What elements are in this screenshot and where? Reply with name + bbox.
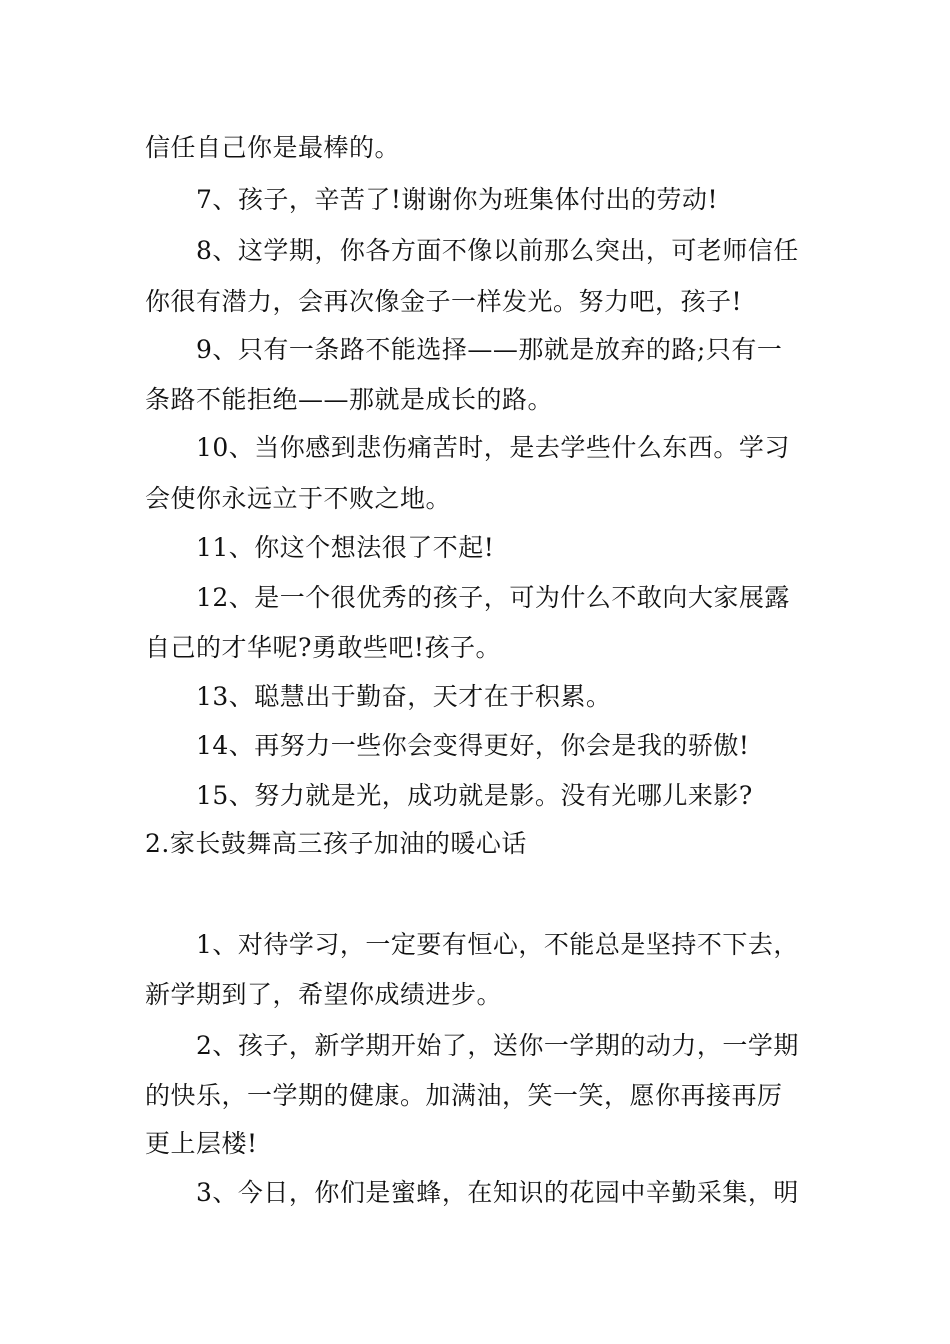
list-item: 9、只有一条路不能选择——那就是放弃的路;只有一: [196, 335, 783, 364]
list-item: 8、这学期，你各方面不像以前那么突出，可老师信任: [196, 236, 799, 265]
text-line: 新学期到了，希望你成绩进步。: [145, 980, 503, 1009]
text-line: 你很有潜力，会再次像金子一样发光。努力吧，孩子!: [145, 287, 743, 316]
list-item: 13、聪慧出于勤奋，天才在于积累。: [196, 682, 612, 711]
list-item: 11、你这个想法很了不起!: [196, 533, 495, 562]
section-heading: 2.家长鼓舞高三孩子加油的暖心话: [145, 829, 527, 858]
list-item: 3、今日，你们是蜜蜂，在知识的花园中辛勤采集，明: [196, 1178, 799, 1207]
list-item: 2、孩子，新学期开始了，送你一学期的动力，一学期: [196, 1031, 799, 1060]
text-line: 条路不能拒绝——那就是成长的路。: [145, 385, 554, 414]
list-item: 1、对待学习，一定要有恒心，不能总是坚持不下去，: [196, 930, 799, 959]
list-item: 14、再努力一些你会变得更好，你会是我的骄傲!: [196, 731, 750, 760]
text-line: 信任自己你是最棒的。: [145, 133, 401, 162]
text-line: 更上层楼!: [145, 1129, 258, 1158]
list-item: 7、孩子，辛苦了!谢谢你为班集体付出的劳动!: [196, 185, 719, 214]
list-item: 12、是一个很优秀的孩子，可为什么不敢向大家展露: [196, 583, 790, 612]
text-line: 自己的才华呢?勇敢些吧!孩子。: [145, 633, 501, 662]
text-line: 会使你永远立于不败之地。: [145, 484, 452, 513]
list-item: 15、努力就是光，成功就是影。没有光哪儿来影?: [196, 781, 753, 810]
text-line: 的快乐，一学期的健康。加满油，笑一笑，愿你再接再厉: [145, 1081, 783, 1110]
list-item: 10、当你感到悲伤痛苦时，是去学些什么东西。学习: [196, 433, 790, 462]
